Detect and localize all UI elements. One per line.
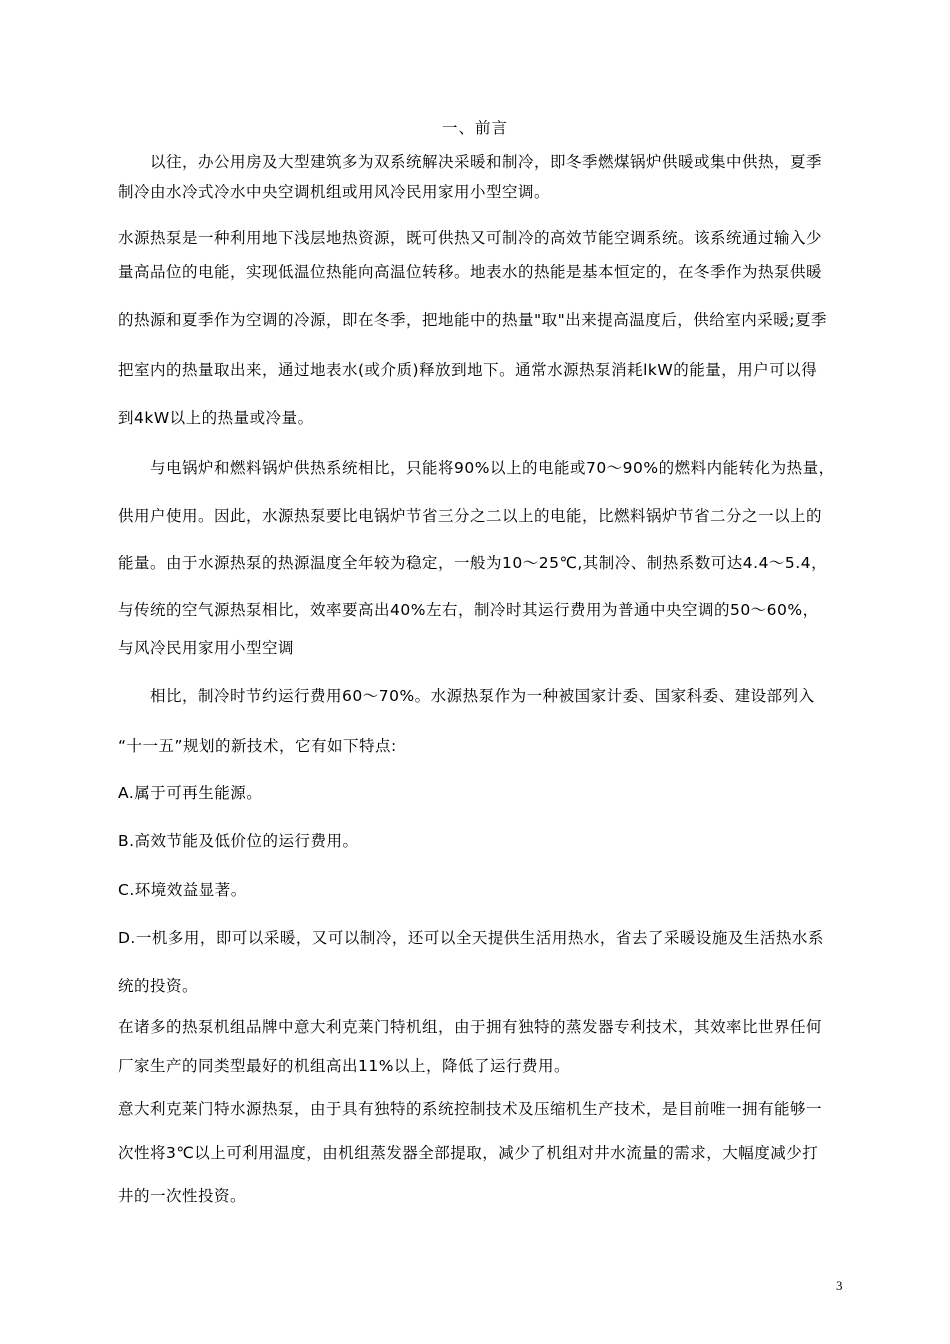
paragraph-line: 井的一次性投资。: [118, 1187, 247, 1205]
paragraph-line: 水源热泵是一种利用地下浅层地热资源，既可供热又可制冷的高效节能空调系统。该系统通过输入少: [118, 229, 823, 247]
paragraph-line: 供用户使用。因此，水源热泵要比电锅炉节省三分之二以上的电能，比燃料锅炉节省二分之一以上的: [118, 507, 823, 525]
list-item: D.一机多用，即可以采暖，又可以制冷，还可以全天提供生活用热水，省去了采暖设施及生活热水系: [118, 929, 824, 947]
paragraph-line: 制冷由水冷式冷水中央空调机组或用风冷民用家用小型空调。: [118, 183, 551, 201]
paragraph-line: 到4kW以上的热量或冷量。: [118, 409, 314, 427]
list-item: 统的投资。: [118, 977, 199, 995]
paragraph-line: 相比，制冷时节约运行费用60～70%。水源热泵作为一种被国家计委、国家科委、建设部列入: [150, 687, 815, 705]
paragraph-line: 的热源和夏季作为空调的冷源，即在冬季，把地能中的热量"取"出来提高温度后，供给室内采暖;夏季: [118, 311, 827, 329]
paragraph-line: 与电锅炉和燃料锅炉供热系统相比，只能将90%以上的电能或70～90%的燃料内能转化为热量，: [150, 459, 835, 477]
page-number: 3: [836, 1278, 843, 1293]
section-title: 一、前言: [441, 119, 508, 137]
list-item: A.属于可再生能源。: [118, 784, 263, 802]
paragraph-line: 次性将3℃以上可利用温度，由机组蒸发器全部提取，减少了机组对井水流量的需求，大幅度减少打: [118, 1144, 819, 1162]
paragraph-line: 与风冷民用家用小型空调: [118, 639, 295, 657]
paragraph-line: 厂家生产的同类型最好的机组高出11%以上，降低了运行费用。: [118, 1057, 570, 1075]
list-item: B.高效节能及低价位的运行费用。: [118, 832, 359, 850]
paragraph-line: 量高品位的电能，实现低温位热能向高温位转移。地表水的热能是基本恒定的，在冬季作为热泵供暖: [118, 263, 823, 281]
paragraph-line: 能量。由于水源热泵的热源温度全年较为稳定，一般为10～25℃,其制冷、制热系数可达4.4～5.4，: [118, 554, 828, 572]
list-item: C.环境效益显著。: [118, 881, 247, 899]
paragraph-line: “十一五”规划的新技术，它有如下特点:: [118, 737, 397, 755]
paragraph-line: 与传统的空气源热泵相比，效率要高出40%左右，制冷时其运行费用为普通中央空调的50～60%，: [118, 601, 819, 619]
paragraph-line: 在诸多的热泵机组品牌中意大利克莱门特机组，由于拥有独特的蒸发器专利技术，其效率比世界任何: [118, 1018, 823, 1036]
paragraph-line: 以往，办公用房及大型建筑多为双系统解决采暖和制冷，即冬季燃煤锅炉供暖或集中供热，夏季: [150, 153, 823, 171]
paragraph-line: 把室内的热量取出来，通过地表水(或介质)释放到地下。通常水源热泵消耗lkW的能量，用户可以得: [118, 361, 818, 379]
paragraph-line: 意大利克莱门特水源热泵，由于具有独特的系统控制技术及压缩机生产技术，是目前唯一拥有能够一: [118, 1100, 823, 1118]
